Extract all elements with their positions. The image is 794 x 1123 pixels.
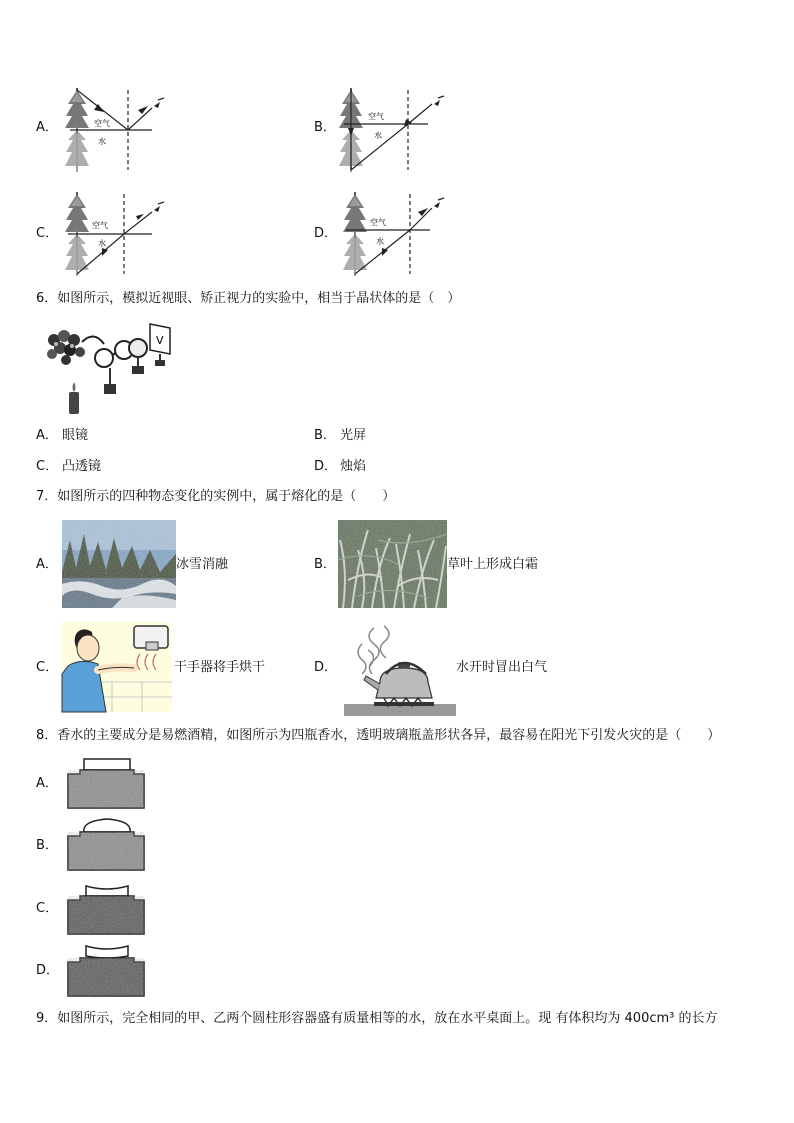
option-letter: C．: [36, 901, 59, 916]
light-screen: [150, 324, 170, 366]
refraction-diagram-d: [338, 190, 448, 280]
option-letter: B．: [314, 557, 336, 572]
perfume-bottle-concave-cap: [66, 882, 148, 936]
option-caption: 冰雪消融: [176, 557, 229, 572]
air-label: 空气: [370, 218, 386, 227]
option-letter: B．: [36, 838, 58, 853]
option-letter: B．: [314, 428, 336, 443]
refraction-diagram-c: [60, 190, 170, 280]
option-letter: A．: [36, 120, 58, 135]
screen-letter: V: [156, 334, 164, 347]
option-letter: B．: [314, 120, 336, 135]
option-text: 烛焰: [340, 459, 367, 474]
perfume-bottle-flat-cap: [66, 758, 148, 810]
water-label: 水: [98, 137, 106, 146]
option-letter: A．: [36, 776, 58, 791]
option-letter: C．: [36, 226, 59, 241]
melting-snow-photo: [62, 520, 176, 608]
candle-flame-cluster: [47, 330, 85, 365]
option-text: 眼镜: [62, 428, 89, 443]
question-9-stem: 9．如图所示，完全相同的甲、乙两个圆柱形容器盛有质量相等的水，放在水平桌面上。现 有体积均为 400cm³ 的长方: [36, 1011, 718, 1026]
option-letter: D．: [314, 226, 338, 241]
water-label: 水: [98, 239, 106, 248]
frost-grass-photo: [338, 520, 447, 608]
option-letter: C．: [36, 660, 59, 675]
option-text: 凸透镜: [62, 459, 102, 474]
option-letter: A．: [36, 428, 58, 443]
air-label: 空气: [92, 221, 108, 230]
option-letter: D．: [36, 963, 60, 978]
water-label: 水: [376, 237, 384, 246]
perfume-bottle-curved-cap: [66, 944, 148, 998]
option-letter: A．: [36, 557, 58, 572]
refraction-diagram-a: [60, 86, 170, 176]
option-caption: 草叶上形成白霜: [447, 557, 539, 572]
option-letter: D．: [314, 459, 338, 474]
glasses: [82, 336, 133, 367]
question-6-stem: 6．如图所示，模拟近视眼、矫正视力的实验中，相当于晶状体的是（ ）: [36, 291, 461, 306]
hand-dryer-illustration: [62, 622, 172, 712]
question-7-stem: 7．如图所示的四种物态变化的实例中，属于熔化的是（ ）: [36, 489, 396, 504]
water-label: 水: [374, 131, 382, 140]
myopia-experiment-figure: [42, 322, 182, 422]
perfume-bottle-convex-cap: [66, 818, 148, 872]
refraction-diagram-b: [338, 86, 448, 176]
air-label: 空气: [94, 119, 110, 128]
boiling-kettle-illustration: [344, 622, 456, 716]
option-caption: 干手器将手烘干: [174, 660, 266, 675]
option-letter: C．: [36, 459, 59, 474]
air-label: 空气: [368, 112, 384, 121]
convex-lens: [104, 339, 147, 394]
option-text: 光屏: [340, 428, 367, 443]
option-letter: D．: [314, 660, 338, 675]
candle: [69, 382, 79, 414]
option-caption: 水开时冒出白气: [456, 660, 548, 675]
question-8-stem: 8．香水的主要成分是易燃酒精，如图所示为四瓶香水，透明玻璃瓶盖形状各异，最容易在阳光下引发火灾的是（ ）: [36, 728, 721, 743]
